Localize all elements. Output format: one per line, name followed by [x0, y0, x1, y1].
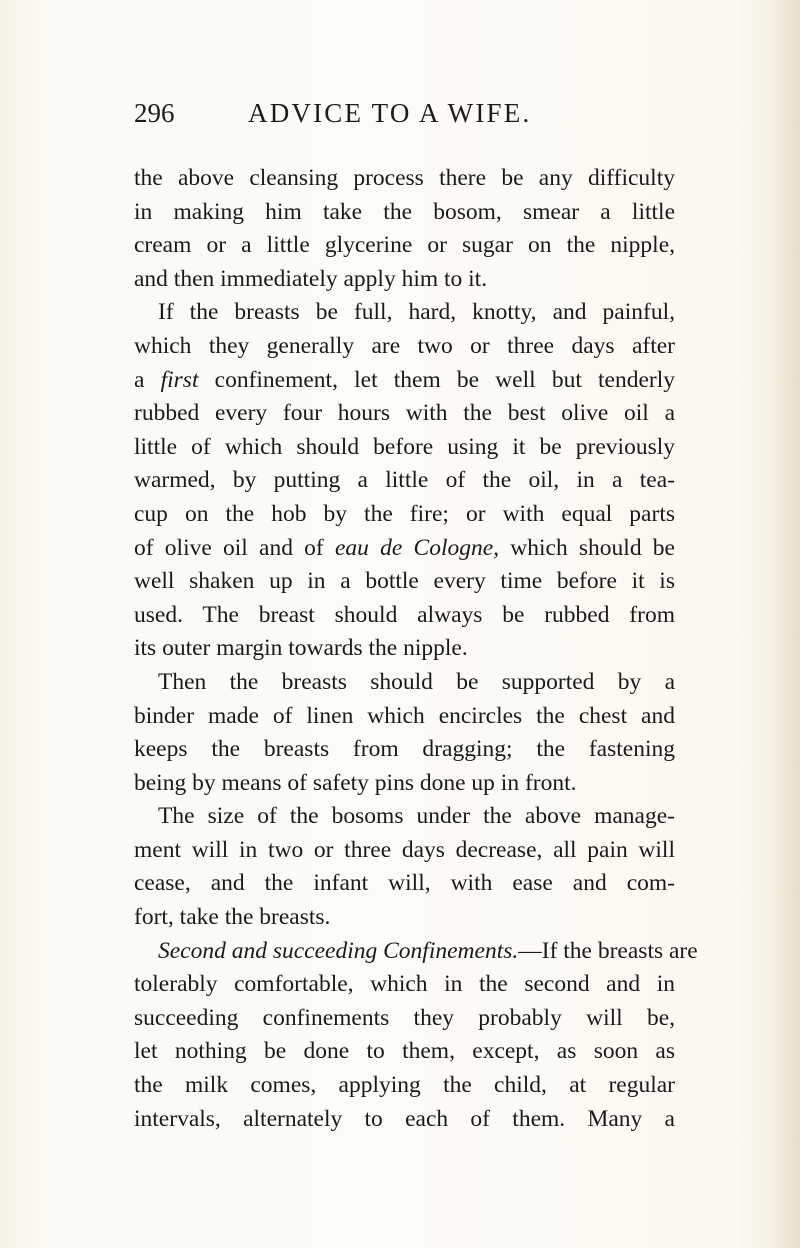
text-line: The size of the bosoms under the above manage- [158, 803, 675, 830]
text-line: let nothing be done to them, except, as soon as [134, 1038, 675, 1065]
text-line: the above cleansing process there be any difficulty [134, 165, 675, 191]
text-line: a first confinement, let them be well but tenderly [134, 366, 675, 393]
running-head [134, 96, 674, 136]
text-line: keeps the breasts from dragging; the fastening [134, 736, 675, 763]
text-line: succeeding confinements they probably will be, [134, 1004, 675, 1031]
running-title: ADVICE TO A WIFE. [248, 98, 532, 128]
text-line: little of which should before using it be previously [134, 433, 675, 460]
text-line: well shaken up in a bottle every time before it is [134, 568, 675, 595]
page-edge-shading [770, 0, 800, 1248]
text-line: which they generally are two or three days after [134, 332, 675, 359]
text-line: ment will in two or three days decrease, all pain will [134, 836, 675, 863]
text-line: of olive oil and of eau de Cologne, which should be [134, 534, 675, 561]
text-line: the milk comes, applying the child, at regular [134, 1072, 675, 1099]
text-line: rubbed every four hours with the best olive oil a [134, 400, 675, 427]
text-line: fort, take the breasts. [134, 904, 331, 931]
text-line: intervals, alternately to each of them. Many a [134, 1105, 675, 1132]
text-line: tolerably comfortable, which in the second and in [134, 971, 675, 998]
body-text [134, 162, 698, 1136]
text-line: cup on the hob by the fire; or with equal parts [134, 500, 675, 527]
page-number: 296 [134, 98, 175, 128]
text-line: its outer margin towards the nipple. [134, 635, 468, 662]
text-line: binder made of linen which encircles the chest and [134, 702, 675, 729]
text-line: cream or a little glycerine or sugar on the nipple, [134, 232, 675, 259]
text-line: Then the breasts should be supported by a [158, 668, 675, 695]
text-line: If the breasts be full, hard, knotty, and painful, [158, 299, 675, 326]
text-line: used. The breast should always be rubbed from [134, 601, 675, 628]
text-line: and then immediately apply him to it. [134, 265, 488, 292]
text-line: warmed, by putting a little of the oil, in a tea- [134, 467, 675, 494]
text-line: being by means of safety pins done up in front. [134, 769, 577, 796]
text-line: Second and succeeding Confinements.—If the breasts are [158, 937, 698, 964]
text-line: in making him take the bosom, smear a little [134, 198, 675, 225]
text-line: cease, and the infant will, with ease and com- [134, 870, 675, 897]
